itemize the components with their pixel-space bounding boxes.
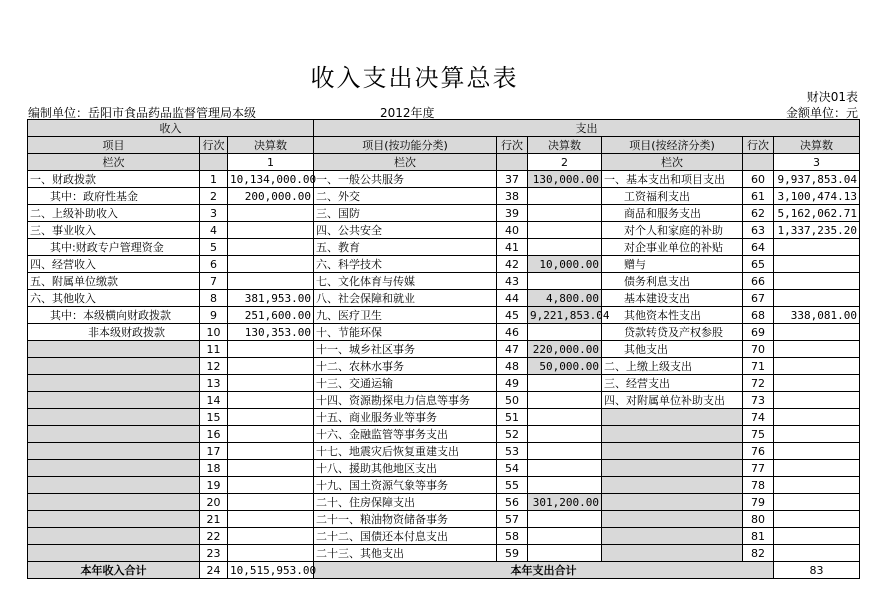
income-item: 三、事业收入	[28, 222, 200, 239]
table-row	[28, 290, 860, 307]
table-row	[28, 341, 860, 358]
header-row-columns	[28, 137, 860, 154]
income-item	[28, 375, 200, 392]
fiscal-year: 2012年度	[380, 106, 435, 120]
income-amount	[228, 477, 314, 494]
func-row-no: 46	[497, 324, 528, 341]
func-item: 九、医疗卫生	[314, 307, 497, 324]
income-row-no: 16	[200, 426, 228, 443]
func-item: 十三、交通运输	[314, 375, 497, 392]
econ-row-no: 77	[743, 460, 774, 477]
econ-amount	[774, 460, 860, 477]
func-row-no-header: 行次	[497, 137, 528, 154]
income-item	[28, 426, 200, 443]
econ-row-no: 62	[743, 205, 774, 222]
column-index-2: 2	[528, 154, 602, 171]
income-item: 四、经营收入	[28, 256, 200, 273]
func-amount	[528, 426, 602, 443]
func-row-no: 53	[497, 443, 528, 460]
econ-amount	[774, 426, 860, 443]
econ-item	[602, 477, 743, 494]
form-code: 财决01表	[806, 90, 858, 104]
income-amount	[228, 273, 314, 290]
func-item: 十七、地震灾后恢复重建支出	[314, 443, 497, 460]
econ-amount: 3,100,474.13	[774, 188, 860, 205]
income-row-no: 14	[200, 392, 228, 409]
table-row	[28, 307, 860, 324]
income-row-no: 18	[200, 460, 228, 477]
econ-item: 赠与	[602, 256, 743, 273]
func-amount	[528, 443, 602, 460]
income-item	[28, 341, 200, 358]
income-amount	[228, 239, 314, 256]
func-row-no: 48	[497, 358, 528, 375]
table-row	[28, 477, 860, 494]
econ-row-no: 73	[743, 392, 774, 409]
econ-amount	[774, 443, 860, 460]
totals-row	[28, 562, 860, 579]
income-total-label: 本年收入合计	[28, 562, 200, 579]
econ-row-no: 78	[743, 477, 774, 494]
func-row-no: 59	[497, 545, 528, 562]
econ-amount	[774, 409, 860, 426]
func-item: 五、教育	[314, 239, 497, 256]
econ-row-no: 68	[743, 307, 774, 324]
income-amount	[228, 205, 314, 222]
income-amount: 381,953.00	[228, 290, 314, 307]
econ-item: 一、基本支出和项目支出	[602, 171, 743, 188]
econ-item: 对个人和家庭的补助	[602, 222, 743, 239]
econ-row-no: 61	[743, 188, 774, 205]
econ-row-no: 64	[743, 239, 774, 256]
econ-item-header: 项目(按经济分类)	[602, 137, 743, 154]
func-amount: 50,000.00	[528, 358, 602, 375]
func-item: 一、一般公共服务	[314, 171, 497, 188]
func-item: 二、外交	[314, 188, 497, 205]
report-title: 收入支出决算总表	[310, 64, 519, 92]
income-row-no: 2	[200, 188, 228, 205]
func-amount	[528, 188, 602, 205]
income-item: 五、附属单位缴款	[28, 273, 200, 290]
econ-item: 三、经营支出	[602, 375, 743, 392]
table-row	[28, 460, 860, 477]
func-amount: 130,000.00	[528, 171, 602, 188]
column-label: 栏次	[602, 154, 743, 171]
income-item: 其中：政府性基金	[28, 188, 200, 205]
income-amount	[228, 494, 314, 511]
table-row	[28, 171, 860, 188]
func-amount	[528, 511, 602, 528]
income-item: 非本级财政拨款	[28, 324, 200, 341]
income-item: 一、财政拨款	[28, 171, 200, 188]
table-row	[28, 545, 860, 562]
expense-total-label: 本年支出合计	[314, 562, 774, 579]
func-row-no: 52	[497, 426, 528, 443]
income-item	[28, 392, 200, 409]
income-item	[28, 545, 200, 562]
income-row-no-header: 行次	[200, 137, 228, 154]
income-row-no: 9	[200, 307, 228, 324]
econ-item: 商品和服务支出	[602, 205, 743, 222]
column-index-3: 3	[774, 154, 860, 171]
income-row-no: 22	[200, 528, 228, 545]
func-amount: 301,200.00	[528, 494, 602, 511]
func-amount-header: 决算数	[528, 137, 602, 154]
header-row-section	[28, 120, 860, 137]
table-row	[28, 358, 860, 375]
econ-item: 债务利息支出	[602, 273, 743, 290]
econ-item	[602, 426, 743, 443]
econ-item: 工资福利支出	[602, 188, 743, 205]
econ-item	[602, 443, 743, 460]
func-row-no: 37	[497, 171, 528, 188]
econ-row-no: 81	[743, 528, 774, 545]
econ-row-no: 67	[743, 290, 774, 307]
econ-item: 四、对附属单位补助支出	[602, 392, 743, 409]
income-row-no: 20	[200, 494, 228, 511]
func-amount: 10,000.00	[528, 256, 602, 273]
econ-amount	[774, 273, 860, 290]
econ-amount	[774, 545, 860, 562]
table-row	[28, 273, 860, 290]
income-item: 其中:财政专户管理资金	[28, 239, 200, 256]
func-amount	[528, 375, 602, 392]
econ-amount	[774, 494, 860, 511]
econ-item	[602, 511, 743, 528]
income-row-no: 7	[200, 273, 228, 290]
econ-row-no: 72	[743, 375, 774, 392]
econ-row-no: 80	[743, 511, 774, 528]
func-amount	[528, 460, 602, 477]
income-row-no: 6	[200, 256, 228, 273]
income-item	[28, 528, 200, 545]
econ-row-no: 79	[743, 494, 774, 511]
econ-amount	[774, 290, 860, 307]
table-row	[28, 256, 860, 273]
income-row-no: 23	[200, 545, 228, 562]
func-amount	[528, 528, 602, 545]
func-row-no: 49	[497, 375, 528, 392]
table-row	[28, 239, 860, 256]
econ-item	[602, 494, 743, 511]
table-row	[28, 494, 860, 511]
econ-amount: 338,081.00	[774, 307, 860, 324]
income-total-row-no: 24	[200, 562, 228, 579]
econ-amount	[774, 375, 860, 392]
econ-row-no: 70	[743, 341, 774, 358]
func-row-no: 55	[497, 477, 528, 494]
func-amount: 4,800.00	[528, 290, 602, 307]
income-row-no: 11	[200, 341, 228, 358]
func-item: 二十一、粮油物资储备事务	[314, 511, 497, 528]
func-row-no: 41	[497, 239, 528, 256]
econ-item: 贷款转贷及产权参股	[602, 324, 743, 341]
func-item: 七、文化体育与传媒	[314, 273, 497, 290]
income-row-no: 13	[200, 375, 228, 392]
func-amount	[528, 477, 602, 494]
income-section-header: 收入	[28, 120, 314, 137]
func-row-no: 45	[497, 307, 528, 324]
econ-item: 二、上缴上级支出	[602, 358, 743, 375]
econ-row-no: 63	[743, 222, 774, 239]
income-amount	[228, 409, 314, 426]
econ-row-no: 60	[743, 171, 774, 188]
income-row-no: 15	[200, 409, 228, 426]
econ-item: 对企事业单位的补贴	[602, 239, 743, 256]
income-row-no: 8	[200, 290, 228, 307]
econ-amount	[774, 528, 860, 545]
header-row-index	[28, 154, 860, 171]
income-amount	[228, 375, 314, 392]
func-amount	[528, 409, 602, 426]
currency-unit: 金额单位：元	[785, 106, 858, 120]
func-amount	[528, 205, 602, 222]
func-row-no: 47	[497, 341, 528, 358]
income-amount	[228, 443, 314, 460]
func-row-no: 51	[497, 409, 528, 426]
func-item: 三、国防	[314, 205, 497, 222]
income-amount: 10,134,000.00	[228, 171, 314, 188]
income-row-no: 10	[200, 324, 228, 341]
econ-amount: 9,937,853.04	[774, 171, 860, 188]
income-amount	[228, 222, 314, 239]
func-row-no: 57	[497, 511, 528, 528]
econ-item	[602, 460, 743, 477]
econ-item: 其他资本性支出	[602, 307, 743, 324]
income-item-header: 项目	[28, 137, 200, 154]
income-amount	[228, 392, 314, 409]
table-row	[28, 443, 860, 460]
summary-table	[27, 119, 860, 579]
income-amount: 130,353.00	[228, 324, 314, 341]
func-amount: 220,000.00	[528, 341, 602, 358]
column-label: 栏次	[28, 154, 200, 171]
column-index-1: 1	[228, 154, 314, 171]
income-item: 其中：本级横向财政拨款	[28, 307, 200, 324]
header-blank	[497, 154, 528, 171]
table-row	[28, 392, 860, 409]
income-amount	[228, 256, 314, 273]
income-row-no: 17	[200, 443, 228, 460]
header-blank	[200, 154, 228, 171]
table-row	[28, 426, 860, 443]
reporting-unit: 编制单位：岳阳市食品药品监督管理局本级	[28, 106, 257, 120]
income-item	[28, 494, 200, 511]
table-row	[28, 205, 860, 222]
func-item: 二十、住房保障支出	[314, 494, 497, 511]
func-item: 六、科学技术	[314, 256, 497, 273]
func-item: 十、节能环保	[314, 324, 497, 341]
func-row-no: 43	[497, 273, 528, 290]
econ-item: 基本建设支出	[602, 290, 743, 307]
income-item: 六、其他收入	[28, 290, 200, 307]
func-row-no: 39	[497, 205, 528, 222]
income-item: 二、上级补助收入	[28, 205, 200, 222]
econ-amount	[774, 324, 860, 341]
table-row	[28, 511, 860, 528]
econ-amount: 5,162,062.71	[774, 205, 860, 222]
income-amount	[228, 358, 314, 375]
income-amount	[228, 511, 314, 528]
econ-row-no: 65	[743, 256, 774, 273]
func-item: 十六、金融监管等事务支出	[314, 426, 497, 443]
econ-amount	[774, 341, 860, 358]
func-item: 二十二、国债还本付息支出	[314, 528, 497, 545]
func-amount	[528, 545, 602, 562]
income-item	[28, 511, 200, 528]
func-item: 八、社会保障和就业	[314, 290, 497, 307]
income-item	[28, 443, 200, 460]
income-amount	[228, 426, 314, 443]
econ-item	[602, 409, 743, 426]
econ-amount	[774, 239, 860, 256]
table-row	[28, 324, 860, 341]
expense-total-row-no: 83	[774, 562, 860, 579]
func-item: 十八、援助其他地区支出	[314, 460, 497, 477]
econ-row-no: 76	[743, 443, 774, 460]
income-amount	[228, 341, 314, 358]
func-row-no: 42	[497, 256, 528, 273]
income-row-no: 5	[200, 239, 228, 256]
func-item: 十二、农林水事务	[314, 358, 497, 375]
expenditure-section-header: 支出	[314, 120, 860, 137]
econ-row-no: 71	[743, 358, 774, 375]
income-row-no: 3	[200, 205, 228, 222]
func-item: 十九、国土资源气象等事务	[314, 477, 497, 494]
func-item: 十五、商业服务业等事务	[314, 409, 497, 426]
econ-row-no: 74	[743, 409, 774, 426]
column-label: 栏次	[314, 154, 497, 171]
econ-item	[602, 545, 743, 562]
func-row-no: 40	[497, 222, 528, 239]
table-row	[28, 188, 860, 205]
econ-row-no: 75	[743, 426, 774, 443]
econ-amount: 1,337,235.20	[774, 222, 860, 239]
income-row-no: 19	[200, 477, 228, 494]
income-amount	[228, 545, 314, 562]
income-total-amount: 10,515,953.00	[228, 562, 314, 579]
func-row-no: 58	[497, 528, 528, 545]
econ-row-no: 82	[743, 545, 774, 562]
func-row-no: 50	[497, 392, 528, 409]
func-row-no: 56	[497, 494, 528, 511]
func-row-no: 44	[497, 290, 528, 307]
income-amount	[228, 528, 314, 545]
func-amount: 9,221,853.04	[528, 307, 602, 324]
func-row-no: 38	[497, 188, 528, 205]
func-item: 四、公共安全	[314, 222, 497, 239]
table-row	[28, 222, 860, 239]
table-row	[28, 409, 860, 426]
income-row-no: 4	[200, 222, 228, 239]
func-amount	[528, 239, 602, 256]
table-row	[28, 528, 860, 545]
econ-amount	[774, 511, 860, 528]
func-amount	[528, 222, 602, 239]
func-item: 二十三、其他支出	[314, 545, 497, 562]
income-amount-header: 决算数	[228, 137, 314, 154]
income-amount: 200,000.00	[228, 188, 314, 205]
econ-amount	[774, 477, 860, 494]
income-amount: 251,600.00	[228, 307, 314, 324]
func-amount	[528, 392, 602, 409]
econ-item	[602, 528, 743, 545]
econ-row-no-header: 行次	[743, 137, 774, 154]
income-row-no: 12	[200, 358, 228, 375]
func-item: 十四、资源勘探电力信息等事务	[314, 392, 497, 409]
func-item-header: 项目(按功能分类)	[314, 137, 497, 154]
income-item	[28, 358, 200, 375]
econ-amount	[774, 358, 860, 375]
header-blank	[743, 154, 774, 171]
func-amount	[528, 324, 602, 341]
income-item	[28, 460, 200, 477]
econ-row-no: 66	[743, 273, 774, 290]
econ-amount	[774, 392, 860, 409]
income-amount	[228, 460, 314, 477]
func-row-no: 54	[497, 460, 528, 477]
income-item	[28, 477, 200, 494]
income-row-no: 21	[200, 511, 228, 528]
econ-amount	[774, 256, 860, 273]
income-item	[28, 409, 200, 426]
func-amount	[528, 273, 602, 290]
table-row	[28, 375, 860, 392]
econ-row-no: 69	[743, 324, 774, 341]
func-item: 十一、城乡社区事务	[314, 341, 497, 358]
econ-item: 其他支出	[602, 341, 743, 358]
econ-amount-header: 决算数	[774, 137, 860, 154]
income-row-no: 1	[200, 171, 228, 188]
